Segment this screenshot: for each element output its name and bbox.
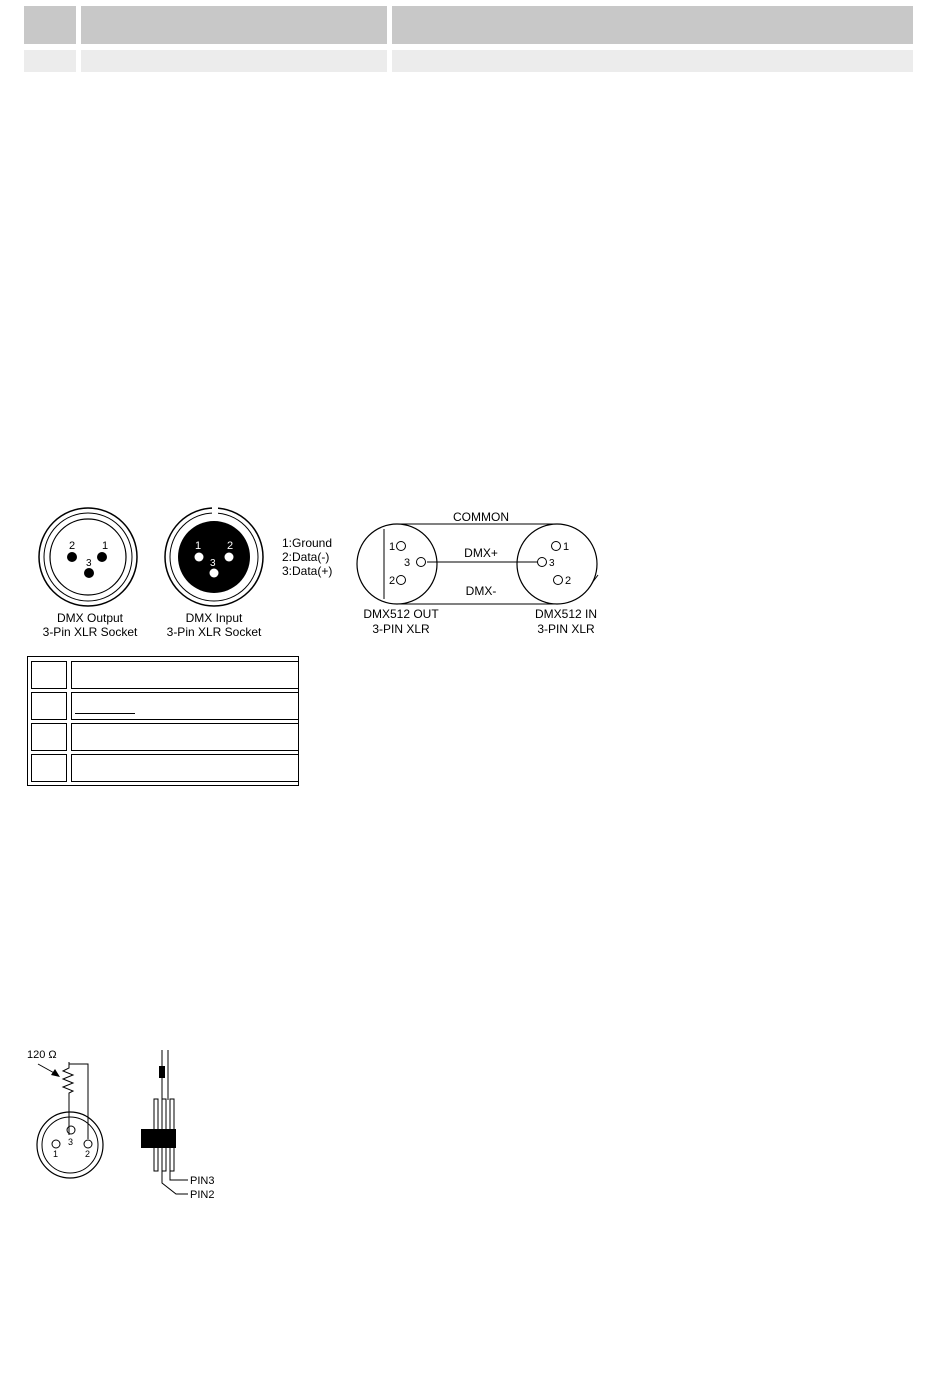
xlr-input-caption-1: DMX Input — [185, 611, 243, 625]
pin3-label: PIN3 — [190, 1175, 215, 1187]
header-cell-2 — [81, 6, 387, 44]
input-pin-label-3: 3 — [210, 558, 216, 569]
output-pin-2 — [67, 552, 77, 562]
out-pin-label-3: 3 — [404, 557, 411, 569]
connector-clamp — [141, 1129, 176, 1148]
output-pin-3 — [84, 568, 94, 578]
xlr-input-caption-2: 3-Pin XLR Socket — [166, 625, 262, 639]
pin-table-row — [31, 661, 295, 689]
in-pin-label-1: 1 — [563, 541, 570, 553]
pin-table-text-cell — [71, 661, 299, 689]
subheader-cell-2 — [81, 50, 387, 72]
dmx-out-caption-1: DMX512 OUT — [363, 607, 439, 621]
xlr-output-caption-2: 3-Pin XLR Socket — [42, 625, 138, 639]
resistor-symbol — [63, 1062, 73, 1135]
pin-table-text-cell — [71, 692, 299, 720]
subheader-cell-3 — [392, 50, 913, 72]
resistor-body — [159, 1066, 165, 1078]
subheader-cell-1 — [24, 50, 76, 72]
cable-diagram — [357, 510, 598, 604]
input-pin-3 — [210, 569, 219, 578]
terminator-pin-label-1: 1 — [53, 1149, 59, 1159]
xlr-output-socket — [39, 508, 137, 606]
xlr-output-caption-1: DMX Output — [56, 611, 124, 625]
in-pin-label-2: 2 — [565, 575, 572, 587]
dmx-connector-diagram — [0, 500, 620, 650]
pin-table-number-cell — [31, 692, 67, 720]
pin-legend-3: 3:Data(+) — [282, 564, 333, 578]
pin-table-text-cell — [71, 723, 299, 751]
input-pin-label-2: 2 — [227, 540, 234, 552]
pin-table — [27, 656, 299, 786]
pin-table-row — [31, 723, 295, 751]
header-cell-3 — [392, 6, 913, 44]
pin-table-number-cell — [31, 754, 67, 782]
terminator-pin-2 — [84, 1140, 92, 1148]
pin2-label: PIN2 — [190, 1189, 215, 1201]
in-pin-label-3: 3 — [549, 558, 555, 569]
pin-table-row — [31, 692, 295, 720]
pin-table-text-cell — [71, 754, 299, 782]
pin-legend-2: 2:Data(-) — [282, 550, 330, 564]
dmx-minus-label: DMX- — [465, 584, 497, 598]
pin-table-number-cell — [31, 661, 67, 689]
terminator-pin-label-2: 2 — [85, 1149, 91, 1159]
output-pin-label-1: 1 — [102, 540, 109, 552]
out-pin-label-1: 1 — [389, 541, 396, 553]
common-label: COMMON — [453, 510, 509, 524]
output-pin-1 — [97, 552, 107, 562]
terminator-pin-1 — [52, 1140, 60, 1148]
dmx-plus-label: DMX+ — [464, 546, 498, 560]
pin-table-number-cell — [31, 723, 67, 751]
input-pin-1 — [195, 553, 204, 562]
dmx-in-connector — [517, 524, 597, 604]
header-cell-1 — [24, 6, 76, 44]
resistor-label: 120 Ω — [27, 1049, 57, 1061]
input-pin-label-1: 1 — [195, 540, 202, 552]
dmx-out-caption-2: 3-PIN XLR — [372, 622, 430, 636]
dmx-in-caption-1: DMX512 IN — [534, 607, 598, 621]
underline-mark — [75, 713, 135, 714]
terminator-pin-label-3: 3 — [68, 1137, 74, 1147]
pin-legend-1: 1:Ground — [282, 536, 333, 550]
dmx-in-caption-2: 3-PIN XLR — [537, 622, 595, 636]
input-pin-2 — [225, 553, 234, 562]
output-pin-label-3: 3 — [86, 558, 92, 569]
terminator-pin-3 — [67, 1126, 75, 1134]
terminator-diagram — [0, 1040, 240, 1210]
xlr-input-socket — [165, 506, 263, 606]
terminator-side-view — [141, 1050, 188, 1194]
out-pin-label-2: 2 — [389, 575, 396, 587]
output-pin-label-2: 2 — [69, 540, 76, 552]
pin-table-row — [31, 754, 295, 782]
